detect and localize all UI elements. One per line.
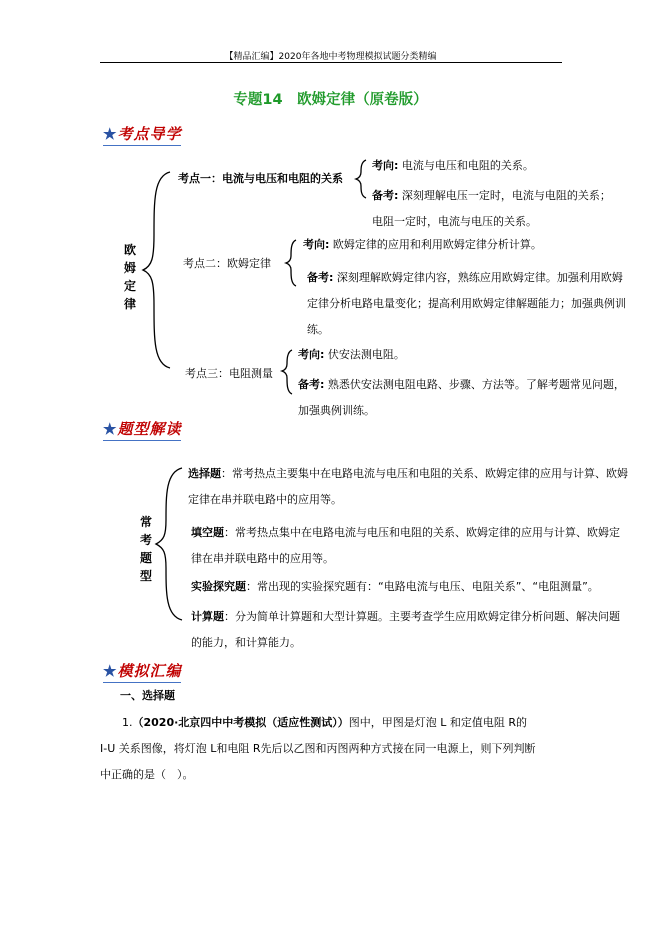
page-header: 【精品汇编】2020年各地中考物理模拟试题分类精编 <box>224 52 437 62</box>
kp1-kaoxiang <box>372 153 534 179</box>
tree1-root-text: 欧 姆 定 律 <box>123 243 136 311</box>
tiankong-label: 填空题 <box>191 526 224 539</box>
q1-source: （2020·北京四中中考模拟（适应性测试）） <box>132 716 349 729</box>
xuanze-line2: 定律在串并联电路中的应用等。 <box>188 493 342 506</box>
star-icon: ★ <box>103 662 118 680</box>
jisuan-text1: ：分为简单计算题和大型计算题。主要考查学生应用欧姆定律分析问题、解决问题 <box>224 610 620 623</box>
kp3-beikao-line1: 熟悉伏安法测电阻电路、步骤、方法等。了解考题常见问题， <box>327 378 625 391</box>
q1-num: 1. <box>122 716 133 729</box>
section-moni <box>103 660 181 683</box>
jisuan-line1 <box>191 604 620 630</box>
brace-kp3 <box>282 350 292 394</box>
jisuan-label: 计算题 <box>191 610 224 623</box>
xuanze-line1 <box>188 461 628 487</box>
tree2-root-label <box>139 513 153 585</box>
brace-kp2 <box>286 240 296 286</box>
kp1-beikao-line1: 深刻理解电压一定时，电流与电阻的关系； <box>401 189 611 202</box>
kp1-beikao-label: 备考: <box>372 189 399 202</box>
kp1-label: 考点一：电流与电压和电阻的关系 <box>178 172 343 185</box>
tree2-root-text: 常 考 题 型 <box>139 515 152 583</box>
kp1-beikao-line2: 电阻一定时，电流与电压的关系。 <box>372 215 537 228</box>
kp2-beikao-line3: 练。 <box>307 323 329 336</box>
section-moni-label: 模拟汇编 <box>117 662 182 680</box>
star-icon: ★ <box>103 420 118 438</box>
page-title: 专题14 欧姆定律（原卷版） <box>233 92 428 108</box>
kp1-beikao <box>372 183 611 209</box>
tiankong-line1 <box>191 520 620 546</box>
kp3-kaoxiang <box>298 342 405 368</box>
section-kaodian-label: 考点导学 <box>117 125 182 143</box>
kp2-kaoxiang-label: 考向: <box>303 238 330 251</box>
q1-line1 <box>122 710 527 736</box>
kp2-kaoxiang <box>303 232 542 258</box>
xuanze-label: 选择题 <box>188 467 221 480</box>
section-tixing <box>103 418 181 441</box>
brace-kp1 <box>356 160 366 198</box>
kp2-beikao-label: 备考: <box>307 271 334 284</box>
brace-tree2-root <box>156 468 182 620</box>
q1-line2: I-U 关系图像，将灯泡 L和电阻 R先后以乙图和丙图两种方式接在同一电源上，则下列判断 <box>100 742 536 755</box>
exercise-heading: 一、选择题 <box>120 689 175 702</box>
brace-tree1-root <box>143 172 170 368</box>
q1-line3: 中正确的是（ ）。 <box>100 768 194 781</box>
kp3-beikao-label: 备考: <box>298 378 325 391</box>
xuanze-text1: ：常考热点主要集中在电路电流与电压和电阻的关系、欧姆定律的应用与计算、欧姆 <box>221 467 628 480</box>
shiyan-label: 实验探究题 <box>191 580 246 593</box>
kp2-beikao <box>307 265 623 291</box>
kp2-label: 考点二：欧姆定律 <box>183 257 271 270</box>
kp1-kaoxiang-text: 电流与电压和电阻的关系。 <box>401 159 534 172</box>
kp2-kaoxiang-text: 欧姆定律的应用和利用欧姆定律分析计算。 <box>332 238 542 251</box>
kp3-beikao <box>298 372 625 398</box>
kp3-kaoxiang-text: 伏安法测电阻。 <box>327 348 405 361</box>
kp3-beikao-line2: 加强典例训练。 <box>298 404 375 417</box>
jisuan-line2: 的能力，和计算能力。 <box>191 636 301 649</box>
tiankong-text1: ：常考热点集中在电路电流与电压和电阻的关系、欧姆定律的应用与计算、欧姆定 <box>224 526 620 539</box>
kp2-beikao-line1: 深刻理解欧姆定律内容，熟练应用欧姆定律。加强利用欧姆 <box>336 271 623 284</box>
kp3-kaoxiang-label: 考向: <box>298 348 325 361</box>
section-tixing-label: 题型解读 <box>117 420 182 438</box>
kp1-kaoxiang-label: 考向: <box>372 159 399 172</box>
tree1-root-label <box>123 241 137 313</box>
shiyan-line1 <box>191 574 599 600</box>
tiankong-line2: 律在串并联电路中的应用等。 <box>191 552 334 565</box>
shiyan-text1: ：常出现的实验探究题有：“电路电流与电压、电阻关系”、“电阻测量”。 <box>246 580 599 593</box>
star-icon: ★ <box>103 125 118 143</box>
q1-text1: 图中，甲图是灯泡 L 和定值电阻 R的 <box>348 716 528 729</box>
kp3-label: 考点三：电阻测量 <box>185 367 273 380</box>
kp2-beikao-line2: 定律分析电路电量变化；提高利用欧姆定律解题能力；加强典例训 <box>307 297 626 310</box>
